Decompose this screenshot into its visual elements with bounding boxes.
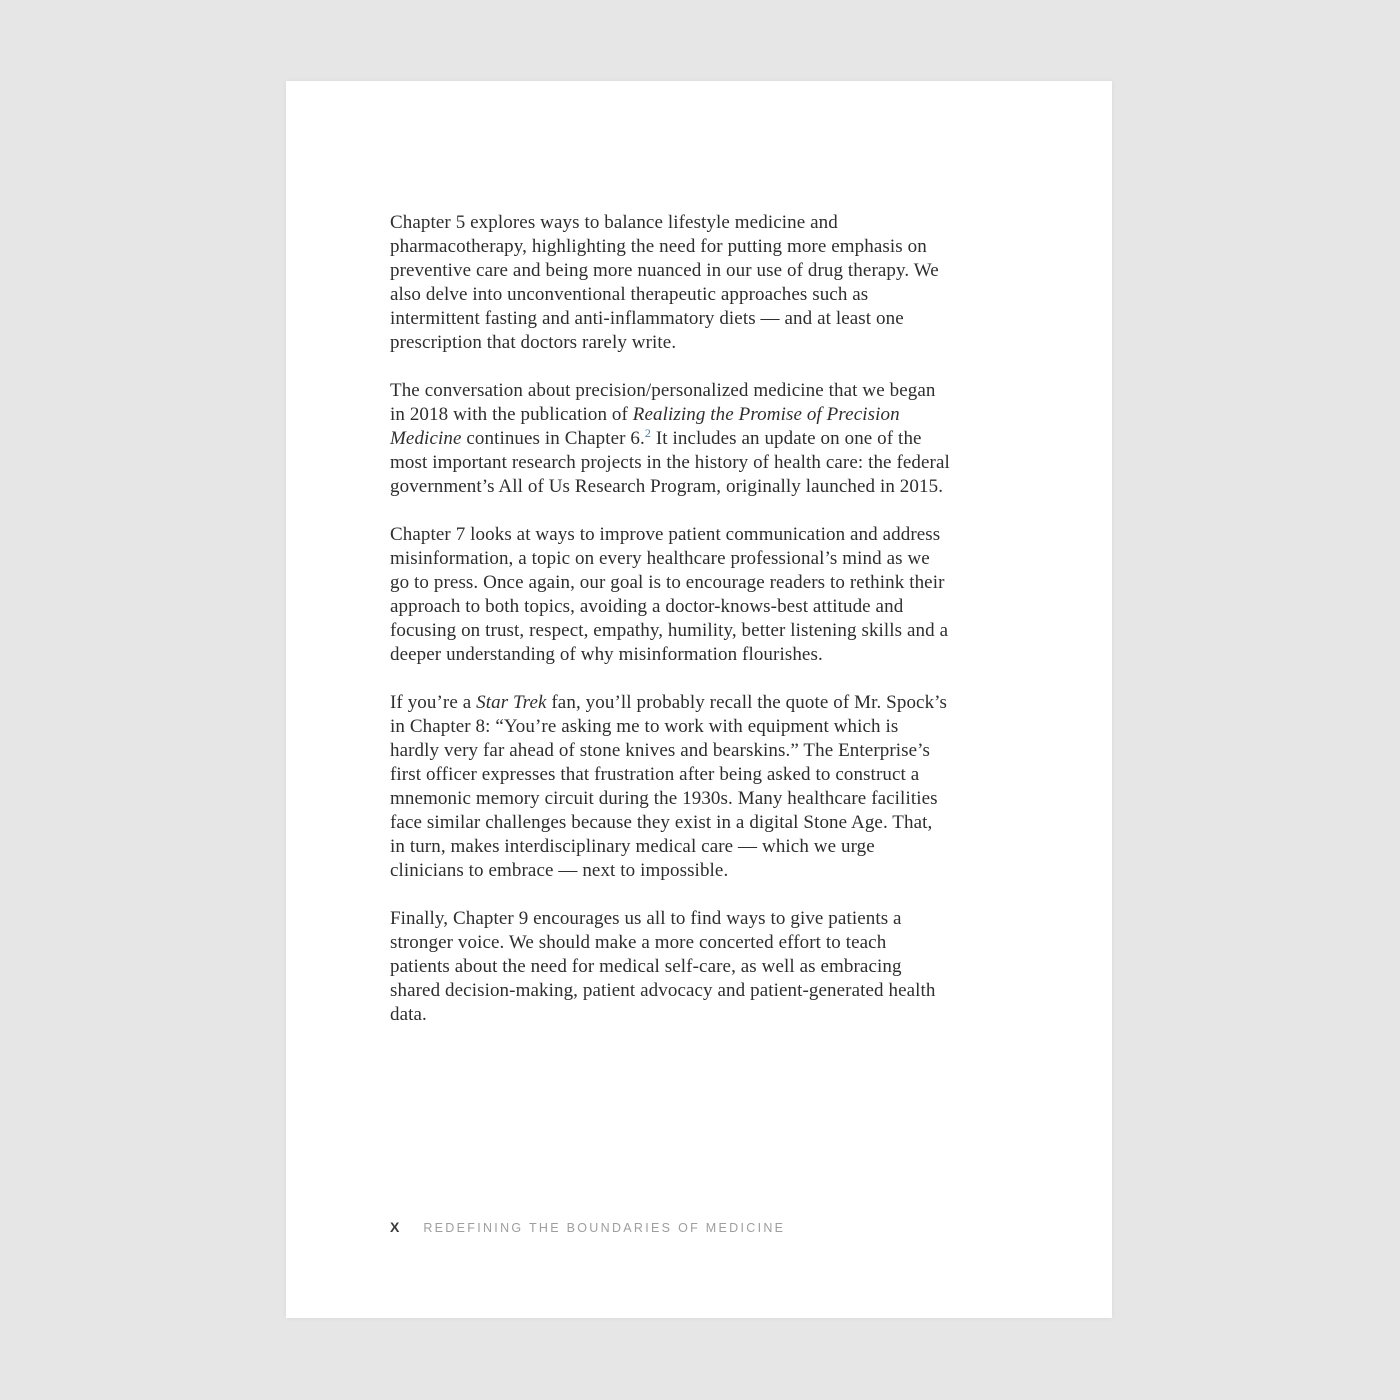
paragraph (390, 379, 950, 499)
running-title: REDEFINING THE BOUNDARIES OF MEDICINE (423, 1221, 786, 1235)
footnote-ref: 2 (644, 426, 651, 441)
page-number: X (390, 1219, 400, 1235)
book-page (286, 81, 1112, 1318)
text-run: Chapter 7 looks at ways to improve patient communication and address misinformation, a topic on every healthcare professional’s mind as we go to press. Once again, our goal is to encourage readers to rethink their approach to both topics, avoiding a doctor-knows-best attitude and focusing on trust, respect, empathy, humility, better listening skills and a deeper understanding of why misinformation flourishes. (390, 524, 949, 665)
text-run: It includes an update on one of the most important research projects in the history of health care: the federal government’s All of Us Research Program, originally launched in 2015. (390, 428, 950, 497)
book-title-italic: Star Trek (476, 692, 547, 713)
paragraph (390, 211, 950, 355)
text-run: Chapter 5 explores ways to balance lifestyle medicine and pharmacotherapy, highlighting the need for putting more emphasis on preventive care and being more nuanced in our use of drug therapy. We also delve into unconventional therapeutic approaches such as intermittent fasting and anti-inflammatory diets — and at least one prescription that doctors rarely write. (390, 212, 939, 353)
page-footer (390, 1219, 785, 1235)
paragraph (390, 523, 950, 667)
paragraph (390, 691, 950, 883)
text-run: fan, you’ll probably recall the quote of Mr. Spock’s in Chapter 8: “You’re asking me to work with equipment which is hardly very far ahead of stone knives and bearskins.” The Enterprise’s first officer expresses that frustration after being asked to construct a mnemonic memory circuit during the 1930s. Many healthcare facilities face similar challenges because they exist in a digital Stone Age. That, in turn, makes interdisciplinary medical care — which we urge clinicians to embrace — next to impossible. (390, 692, 948, 881)
paragraph (390, 907, 950, 1027)
text-run: If you’re a (390, 692, 477, 713)
text-run: The conversation about precision/personalized medicine that we began in 2018 with the publication of (390, 380, 936, 425)
text-run: continues in Chapter 6. (461, 428, 645, 449)
body-text (390, 211, 950, 1051)
book-title-italic: Realizing the Promise of Precision Medicine (390, 404, 900, 449)
text-run: Finally, Chapter 9 encourages us all to find ways to give patients a stronger voice. We should make a more concerted effort to teach patients about the need for medical self-care, as well as embracing shared decision-making, patient advocacy and patient-generated health data. (390, 908, 936, 1025)
